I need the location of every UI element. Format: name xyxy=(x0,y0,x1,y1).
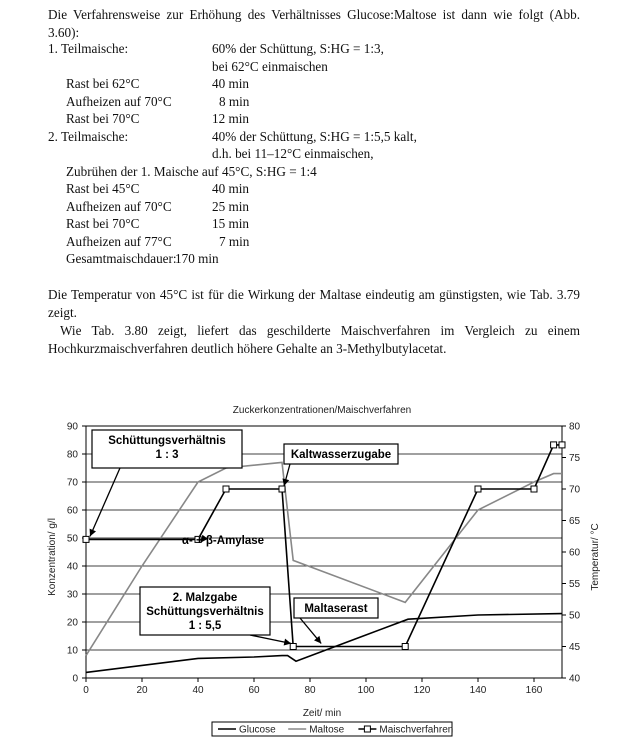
y2-tick-label: 70 xyxy=(569,484,581,496)
annotation xyxy=(294,598,378,644)
x-tick-label: 20 xyxy=(136,685,148,696)
step-label: Gesamtmaischdauer: xyxy=(66,251,177,266)
y2-tick-label: 65 xyxy=(569,516,581,527)
step-label: 2. Teilmaische: xyxy=(48,128,129,144)
step-value: 40 min xyxy=(212,76,249,91)
data-point xyxy=(551,442,557,448)
step-label: Rast bei 70°C xyxy=(66,216,140,231)
chart-legend xyxy=(212,722,453,736)
y2-tick-label: 60 xyxy=(569,547,581,559)
x-tick-label: 60 xyxy=(248,685,260,696)
annotation-text: 1 : 5,5 xyxy=(188,620,222,632)
x-tick-label: 40 xyxy=(192,685,204,696)
step-value: 60% der Schüttung, S:HG = 1:3, xyxy=(212,41,384,56)
y-tick-label: 30 xyxy=(66,589,78,601)
step-label: Zubrühen der 1. Maische auf 45°C, S:HG = 1:4 xyxy=(66,163,317,179)
annotation xyxy=(90,430,242,536)
data-point xyxy=(279,486,285,492)
annotation xyxy=(282,444,398,486)
annotation-text: Maltaserast xyxy=(304,603,368,615)
step-value: d.h. bei 11–12°C einmaischen, xyxy=(212,146,374,161)
x-tick-label: 100 xyxy=(357,685,375,696)
annotation-arrow xyxy=(90,468,120,536)
data-point xyxy=(223,486,229,492)
step-value: 25 min xyxy=(212,198,249,214)
step-label: Aufheizen auf 70°C xyxy=(66,93,172,109)
step-label: 1. Teilmaische: xyxy=(48,41,129,56)
y-tick-label: 80 xyxy=(66,449,78,461)
annotation-text: Schüttungsverhältnis xyxy=(146,606,264,618)
paragraph-maltase: Die Temperatur von 45°C ist für die Wirkung der Maltase eindeutig am günstigsten, wie Tab. 3.79 zeigt. xyxy=(48,287,580,320)
chart-svg xyxy=(0,392,635,750)
step-value: 8 min xyxy=(219,93,250,109)
legend-label: Glucose xyxy=(239,724,276,736)
x-tick-label: 80 xyxy=(304,685,316,696)
y2-axis-label: Temperatur/ °C xyxy=(590,523,601,591)
y-axis-label: Konzentration/ g/l xyxy=(47,518,58,596)
x-tick-label: 160 xyxy=(525,685,543,696)
step-label: Rast bei 62°C xyxy=(66,76,140,91)
y2-tick-label: 75 xyxy=(569,453,581,464)
data-point xyxy=(531,486,537,492)
x-tick-label: 0 xyxy=(83,685,89,696)
data-point xyxy=(559,442,565,448)
step-value: 15 min xyxy=(212,216,249,231)
data-point xyxy=(290,644,296,650)
step-label: Aufheizen auf 70°C xyxy=(66,198,172,214)
y-tick-label: 50 xyxy=(66,533,78,545)
annotation-text: 2. Malzgabe xyxy=(172,592,238,604)
step-value: 12 min xyxy=(212,111,249,126)
chart-title: Zuckerkonzentrationen/Maischverfahren xyxy=(232,405,412,416)
step-label: Aufheizen auf 77°C xyxy=(66,233,172,249)
paragraph-methylbutylacetat: Wie Tab. 3.80 zeigt, liefert das geschilderte Maischverfahren im Vergleich zu einem Hochkurzmaischverfahren deutlich höhere Gehalte an 3-Methylbutylacetat. xyxy=(48,323,580,356)
y-tick-label: 0 xyxy=(72,673,78,685)
sugar-concentration-chart xyxy=(0,392,635,750)
annotation-text: α- + β-Amylase xyxy=(181,535,265,547)
chart-series xyxy=(83,442,565,673)
x-axis-label: Zeit/ min xyxy=(302,708,342,719)
step-value: bei 62°C einmaischen xyxy=(212,58,328,74)
data-point xyxy=(402,644,408,650)
y-tick-label: 40 xyxy=(66,561,78,573)
y2-tick-label: 55 xyxy=(569,579,581,590)
data-point xyxy=(83,536,89,542)
annotation xyxy=(182,535,264,547)
y-tick-label: 70 xyxy=(66,477,78,489)
annotation-text: Schüttungsverhältnis xyxy=(108,435,226,447)
y2-tick-label: 50 xyxy=(569,610,581,622)
data-point xyxy=(475,486,481,492)
x-tick-label: 120 xyxy=(413,685,431,696)
step-value: 170 min xyxy=(175,251,219,266)
annotation-text: 1 : 3 xyxy=(155,449,179,461)
legend-label: Maischverfahren xyxy=(379,724,454,736)
x-tick-label: 140 xyxy=(469,685,487,696)
y-tick-label: 90 xyxy=(66,421,78,433)
y2-tick-label: 40 xyxy=(569,673,581,685)
step-label: Rast bei 70°C xyxy=(66,111,140,126)
annotation-text: Kaltwasserzugabe xyxy=(290,449,392,461)
y-tick-label: 60 xyxy=(66,505,78,517)
step-value: 40% der Schüttung, S:HG = 1:5,5 kalt, xyxy=(212,128,417,144)
legend-label: Maltose xyxy=(309,724,345,736)
y-tick-label: 10 xyxy=(66,645,78,657)
y2-tick-label: 80 xyxy=(569,421,581,433)
step-value: 40 min xyxy=(212,181,249,196)
y-tick-label: 20 xyxy=(66,617,78,629)
step-value: 7 min xyxy=(219,233,250,249)
annotation xyxy=(140,587,291,646)
step-label: Rast bei 45°C xyxy=(66,181,140,196)
legend-marker xyxy=(364,726,370,732)
intro-paragraph: Die Verfahrensweise zur Erhöhung des Verhältnisses Glucose:Maltose ist dann wie folgt (Abb. 3.60): xyxy=(48,7,580,40)
y2-tick-label: 45 xyxy=(569,642,581,653)
